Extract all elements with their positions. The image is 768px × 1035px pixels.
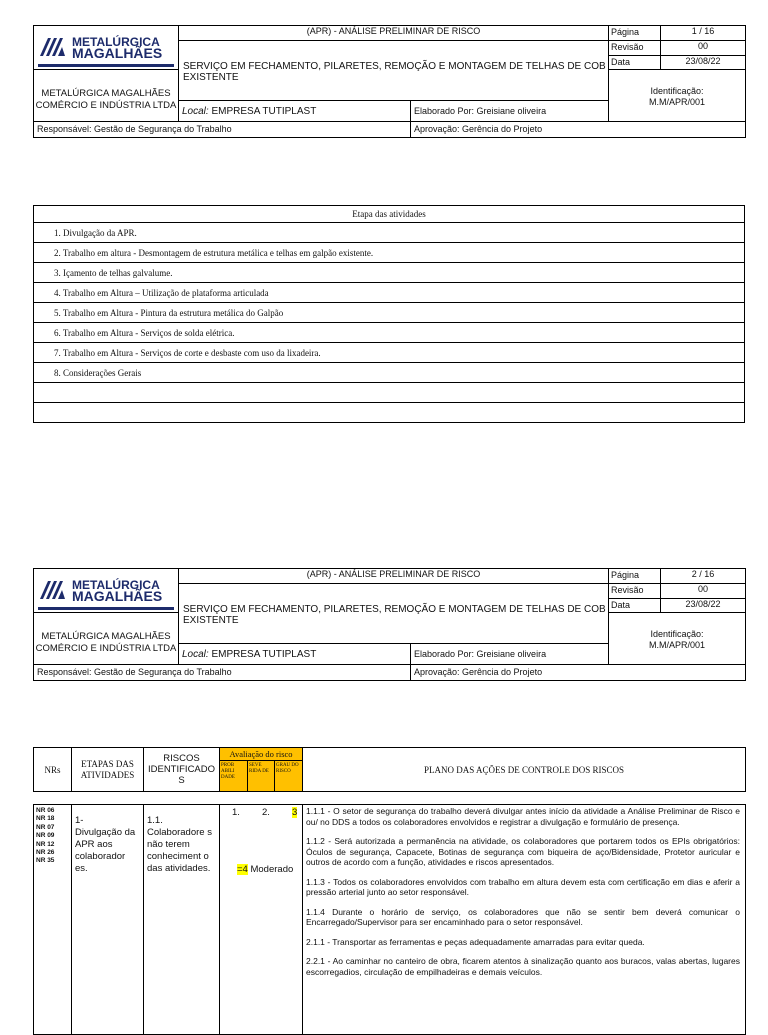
plano-cell	[303, 805, 746, 1035]
identificacao	[609, 613, 746, 665]
doc-title: (APR) - ANÁLISE PRELIMINAR DE RISCO	[179, 569, 609, 584]
col-avaliacao: Avaliação do risco	[220, 748, 303, 761]
matrix-header	[33, 747, 745, 792]
col-etapas: ETAPAS DAS ATIVIDADES	[72, 748, 144, 792]
local-label: Local:	[182, 649, 209, 660]
logo-cell	[34, 569, 179, 613]
stage-item: 4. Trabalho em Altura – Utilização de plataforma articulada	[34, 283, 745, 303]
logo-text-line2: MAGALHÃES	[72, 588, 163, 604]
stage-item	[34, 403, 745, 423]
col-riscos: RISCOS IDENTIFICADO S	[144, 748, 220, 792]
risk-result	[237, 864, 293, 875]
page1-header	[33, 25, 745, 138]
aprovacao: Aprovação: Gerência do Projeto	[411, 122, 746, 138]
logo-text-line1: METALÚRGICA	[72, 35, 160, 49]
data-value: 23/08/22	[661, 56, 746, 70]
stage-item: 2. Trabalho em altura - Desmontagem de estrutura metálica e telhas em galpão existente.	[34, 243, 745, 263]
page2-header	[33, 568, 745, 681]
logo-rule	[38, 64, 174, 67]
local	[179, 644, 411, 665]
logo-rule	[38, 607, 174, 610]
data-label: Data	[609, 599, 661, 613]
data-value: 23/08/22	[661, 599, 746, 613]
ident-value: M.M/APR/001	[649, 640, 706, 650]
stage-item: 8. Considerações Gerais	[34, 363, 745, 383]
etapa-text: 1- Divulgação da APR aos colaborador es.	[72, 805, 144, 1035]
avaliacao-cell	[220, 805, 303, 1035]
pagina-value: 1 / 16	[661, 26, 746, 41]
ident-value: M.M/APR/001	[649, 97, 706, 107]
stages-title: Etapa das atividades	[34, 206, 745, 223]
identificacao	[609, 70, 746, 122]
logo-text-line2: MAGALHÃES	[72, 45, 163, 61]
ident-label: Identificação:	[650, 86, 704, 96]
revisao-value: 00	[661, 41, 746, 56]
pagina-label: Página	[609, 26, 661, 41]
revisao-value: 00	[661, 584, 746, 599]
logo-cell	[34, 26, 179, 70]
company-name: METALÚRGICA MAGALHÃES COMÉRCIO E INDÚSTRIA LTDA	[34, 70, 179, 122]
stage-item: 3. Içamento de telhas galvalume.	[34, 263, 745, 283]
local-value: EMPRESA TUTIPLAST	[211, 106, 317, 117]
risk-result-eq: =4	[237, 864, 248, 875]
col-plano: PLANO DAS AÇÕES DE CONTROLE DOS RISCOS	[303, 748, 746, 792]
prob-value: 1.	[232, 807, 240, 818]
stages-section	[33, 205, 745, 423]
plan-item: 2.2.1 - Ao caminhar no canteiro de obra, ficarem atentos à sinalização quanto aos buracos, valas abertas, lugares escorregadios, circulação de empilhadeiras e demais veículos.	[306, 956, 740, 977]
responsavel: Responsável: Gestão de Segurança do Trabalho	[34, 665, 411, 681]
elaborado-por: Elaborado Por: Greisiane oliveira	[411, 101, 609, 122]
ident-label: Identificação:	[650, 629, 704, 639]
sub-grau-risco: GRAU DO RISCO	[275, 761, 303, 792]
stage-item: 5. Trabalho em Altura - Pintura da estrutura metálica do Galpão	[34, 303, 745, 323]
risco-text: 1.1. Colaboradore s não terem conheciment o das atividades.	[144, 805, 220, 1035]
grau-value: 3	[292, 807, 298, 818]
sub-severidade: SEVE RIDA DE	[248, 761, 275, 792]
aprovacao: Aprovação: Gerência do Projeto	[411, 665, 746, 681]
logo-icon	[40, 579, 68, 601]
plan-item: 1.1.3 - Todos os colaboradores envolvidos com trabalho em altura devem esta com certificação em dias e aferir a pressão arterial junto ao setor responsável.	[306, 876, 740, 897]
sub-probabilidade: PROB ABILI DADE	[220, 761, 248, 792]
revisao-label: Revisão	[609, 584, 661, 599]
revisao-label: Revisão	[609, 41, 661, 56]
logo-text-line1: METALÚRGICA	[72, 578, 160, 592]
matrix-body	[33, 804, 745, 1035]
logo-icon	[40, 36, 68, 58]
pagina-label: Página	[609, 569, 661, 584]
local-label: Local:	[182, 106, 209, 117]
stage-item: 6. Trabalho em Altura - Serviços de solda elétrica.	[34, 323, 745, 343]
stage-item	[34, 383, 745, 403]
plan-item: 1.1.1 - O setor de segurança do trabalho deverá divulgar antes início da atividade a Análise Preliminar de Risco e ou/ no DDS a todos os colaboradores envolvidos e registrar a divulgação e formulário de presença.	[306, 806, 740, 827]
data-label: Data	[609, 56, 661, 70]
seve-value: 2.	[262, 807, 270, 818]
company-name: METALÚRGICA MAGALHÃES COMÉRCIO E INDÚSTRIA LTDA	[34, 613, 179, 665]
pagina-value: 2 / 16	[661, 569, 746, 584]
local	[179, 101, 411, 122]
doc-title: (APR) - ANÁLISE PRELIMINAR DE RISCO	[179, 26, 609, 41]
elaborado-por: Elaborado Por: Greisiane oliveira	[411, 644, 609, 665]
col-nrs: NRs	[34, 748, 72, 792]
responsavel: Responsável: Gestão de Segurança do Trabalho	[34, 122, 411, 138]
stage-item: 7. Trabalho em Altura - Serviços de corte e desbaste com uso da lixadeira.	[34, 343, 745, 363]
plan-item: 2.1.1 - Transportar as ferramentas e peças adequadamente amarradas para evitar queda.	[306, 936, 645, 947]
plan-item: 1.1.4 Durante o horário de serviço, os colaboradores que não se sentir bem deverá comunicar o Encarregado/Supervisor para ser encaminhado para o setor responsável.	[306, 906, 740, 927]
service-description: SERVIÇO EM FECHAMENTO, PILARETES, REMOÇÃO E MONTAGEM DE TELHAS DE COB EXISTENTE	[179, 41, 609, 101]
risk-result-text: Moderado	[250, 864, 294, 875]
nrs-list: NR 06 NR 18 NR 07 NR 09 NR 12 NR 26 NR 35	[34, 805, 72, 1035]
plan-item: 1.1.2 - Será autorizada a permanência na atividade, os colaboradores que portarem todos os EPIs obrigatórios: Óculos de segurança, Capacete, Botinas de segurança com biqueira de aço/Bidensidade, Protetor auricular e outros de acordo com a função, atividades e riscos apresentados.	[306, 836, 740, 867]
stage-item: 1. Divulgação da APR.	[34, 223, 745, 243]
service-description: SERVIÇO EM FECHAMENTO, PILARETES, REMOÇÃO E MONTAGEM DE TELHAS DE COB EXISTENTE	[179, 584, 609, 644]
local-value: EMPRESA TUTIPLAST	[211, 649, 317, 660]
